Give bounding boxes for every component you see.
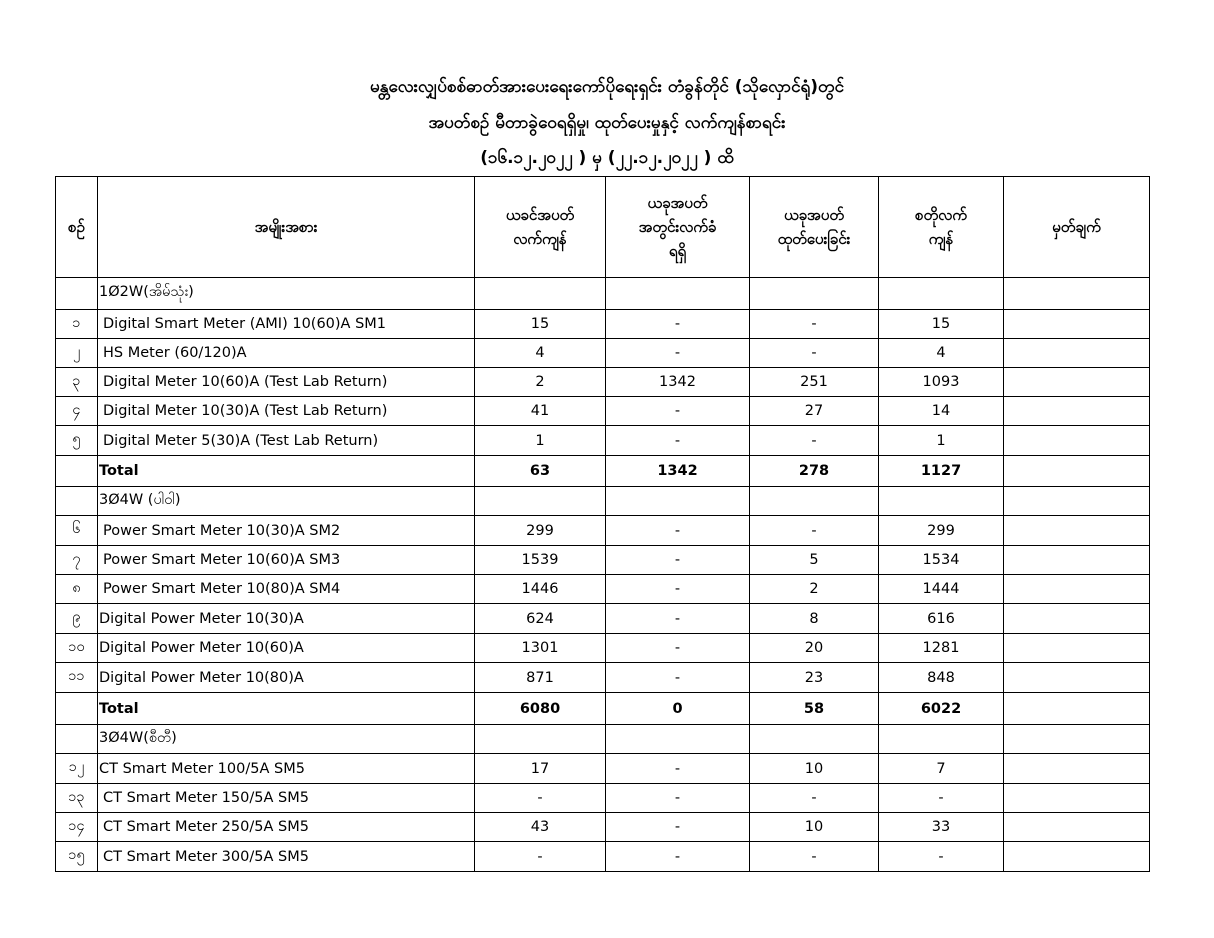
remark-cell	[1004, 575, 1150, 604]
table-row	[56, 516, 1150, 546]
empty-cell	[750, 725, 879, 754]
empty-cell	[475, 725, 606, 754]
prev-balance: 41	[475, 397, 606, 426]
empty-cell	[475, 278, 606, 310]
meter-stock-table	[55, 176, 1150, 872]
header-store-balance: စတိုလက် ကျန်	[879, 177, 1004, 278]
table-row	[56, 754, 1150, 784]
prev-balance: 17	[475, 754, 606, 784]
row-no	[56, 487, 98, 516]
header-no: စဉ်	[56, 177, 98, 278]
store-balance: 299	[879, 516, 1004, 546]
header-issued: ယခုအပတ် ထုတ်ပေးခြင်း	[750, 177, 879, 278]
table-row	[56, 784, 1150, 813]
total-row	[56, 693, 1150, 725]
received-qty: -	[606, 426, 750, 456]
store-balance: 1	[879, 426, 1004, 456]
received-qty: -	[606, 339, 750, 368]
empty-cell	[606, 725, 750, 754]
header-type: အမျိုးအစား	[98, 177, 475, 278]
prev-balance: -	[475, 842, 606, 872]
prev-balance: 15	[475, 310, 606, 339]
section-label: 3Ø4W (ပါဝါ)	[98, 487, 475, 516]
total-label: Total	[98, 456, 475, 487]
meter-type: CT Smart Meter 150/5A SM5	[98, 784, 475, 813]
issued-qty: -	[750, 516, 879, 546]
row-no: ၁၅	[56, 842, 98, 872]
row-no	[56, 693, 98, 725]
prev-balance: 871	[475, 663, 606, 693]
store-balance: -	[879, 784, 1004, 813]
empty-cell	[750, 487, 879, 516]
row-no: ၁၄	[56, 813, 98, 842]
prev-balance: 1446	[475, 575, 606, 604]
store-balance: 616	[879, 604, 1004, 634]
row-no: ၁၃	[56, 784, 98, 813]
store-balance: 7	[879, 754, 1004, 784]
table-row	[56, 546, 1150, 575]
prev-balance: 2	[475, 368, 606, 397]
empty-cell	[879, 487, 1004, 516]
report-date-range: (၁၆.၁၂.၂၀၂၂ ) မှ (၂၂.၁၂.၂၀၂၂ ) ထိ	[480, 148, 734, 168]
remark-cell	[1004, 516, 1150, 546]
table-row	[56, 575, 1150, 604]
meter-type: Power Smart Meter 10(80)A SM4	[98, 575, 475, 604]
remark-cell	[1004, 754, 1150, 784]
received-qty: -	[606, 575, 750, 604]
received-qty: -	[606, 604, 750, 634]
meter-type: Digital Meter 10(30)A (Test Lab Return)	[98, 397, 475, 426]
remark-cell	[1004, 368, 1150, 397]
issued-qty: -	[750, 784, 879, 813]
row-no: ၁၀	[56, 634, 98, 663]
remark-cell	[1004, 663, 1150, 693]
remark-cell	[1004, 813, 1150, 842]
header-remark: မှတ်ချက်	[1004, 177, 1150, 278]
store-balance: 848	[879, 663, 1004, 693]
header-prev-balance: ယခင်အပတ် လက်ကျန်	[475, 177, 606, 278]
meter-type: CT Smart Meter 250/5A SM5	[98, 813, 475, 842]
table-row	[56, 842, 1150, 872]
prev-balance: 4	[475, 339, 606, 368]
total-balance: 1127	[879, 456, 1004, 487]
row-no: ၅	[56, 426, 98, 456]
section-label: 1Ø2W(အိမ်သုံး)	[98, 278, 475, 310]
report-title: မန္တလေးလျှပ်စစ်ဓာတ်အားပေးရေးကော်ပိုရေးရှင်း တံခွန်တိုင် (သိုလှောင်ရုံ)တွင်	[369, 77, 845, 97]
issued-qty: -	[750, 310, 879, 339]
empty-cell	[750, 278, 879, 310]
received-qty: -	[606, 634, 750, 663]
empty-cell	[475, 487, 606, 516]
store-balance: 33	[879, 813, 1004, 842]
row-no: ၆	[56, 516, 98, 546]
table-row	[56, 604, 1150, 634]
empty-cell	[879, 278, 1004, 310]
total-row	[56, 456, 1150, 487]
prev-balance: -	[475, 784, 606, 813]
row-no: ၂	[56, 339, 98, 368]
store-balance: 1534	[879, 546, 1004, 575]
total-received: 0	[606, 693, 750, 725]
empty-cell	[1004, 278, 1150, 310]
row-no: ၉	[56, 604, 98, 634]
remark-cell	[1004, 426, 1150, 456]
total-issued: 58	[750, 693, 879, 725]
table-row	[56, 663, 1150, 693]
remark-cell	[1004, 842, 1150, 872]
empty-cell	[879, 725, 1004, 754]
issued-qty: -	[750, 339, 879, 368]
empty-cell	[1004, 487, 1150, 516]
row-no: ၄	[56, 397, 98, 426]
issued-qty: 251	[750, 368, 879, 397]
received-qty: -	[606, 516, 750, 546]
meter-type: Power Smart Meter 10(60)A SM3	[98, 546, 475, 575]
meter-type: Digital Smart Meter (AMI) 10(60)A SM1	[98, 310, 475, 339]
remark-cell	[1004, 604, 1150, 634]
issued-qty: 5	[750, 546, 879, 575]
total-label: Total	[98, 693, 475, 725]
received-qty: -	[606, 813, 750, 842]
received-qty: -	[606, 397, 750, 426]
table-row	[56, 310, 1150, 339]
store-balance: 14	[879, 397, 1004, 426]
meter-type: Digital Power Meter 10(80)A	[98, 663, 475, 693]
store-balance: -	[879, 842, 1004, 872]
table-row	[56, 813, 1150, 842]
received-qty: -	[606, 754, 750, 784]
prev-balance: 1301	[475, 634, 606, 663]
issued-qty: 20	[750, 634, 879, 663]
prev-balance: 1	[475, 426, 606, 456]
prev-balance: 43	[475, 813, 606, 842]
remark-cell	[1004, 546, 1150, 575]
total-balance: 6022	[879, 693, 1004, 725]
received-qty: 1342	[606, 368, 750, 397]
issued-qty: -	[750, 842, 879, 872]
row-no: ၇	[56, 546, 98, 575]
remark-cell	[1004, 634, 1150, 663]
total-prev: 63	[475, 456, 606, 487]
meter-type: Digital Power Meter 10(30)A	[98, 604, 475, 634]
empty-cell	[606, 278, 750, 310]
meter-type: HS Meter (60/120)A	[98, 339, 475, 368]
issued-qty: 8	[750, 604, 879, 634]
table-row	[56, 426, 1150, 456]
received-qty: -	[606, 842, 750, 872]
meter-type: Digital Power Meter 10(60)A	[98, 634, 475, 663]
section-row	[56, 278, 1150, 310]
table-row	[56, 368, 1150, 397]
total-received: 1342	[606, 456, 750, 487]
report-subtitle: အပတ်စဉ် မီတာခွဲဝေရရှိမှု၊ ထုတ်ပေးမှုနှင့် လက်ကျန်စာရင်း	[428, 113, 786, 133]
section-row	[56, 725, 1150, 754]
remark-cell	[1004, 310, 1150, 339]
meter-type: Digital Meter 5(30)A (Test Lab Return)	[98, 426, 475, 456]
row-no	[56, 278, 98, 310]
row-no	[56, 456, 98, 487]
row-no: ၁၁	[56, 663, 98, 693]
row-no	[56, 725, 98, 754]
store-balance: 1281	[879, 634, 1004, 663]
store-balance: 15	[879, 310, 1004, 339]
meter-type: CT Smart Meter 300/5A SM5	[98, 842, 475, 872]
remark-cell	[1004, 339, 1150, 368]
prev-balance: 624	[475, 604, 606, 634]
remark-cell	[1004, 456, 1150, 487]
remark-cell	[1004, 397, 1150, 426]
header-row	[56, 177, 1150, 278]
store-balance: 1093	[879, 368, 1004, 397]
total-issued: 278	[750, 456, 879, 487]
remark-cell	[1004, 784, 1150, 813]
row-no: ၈	[56, 575, 98, 604]
row-no: ၃	[56, 368, 98, 397]
received-qty: -	[606, 546, 750, 575]
row-no: ၁၂	[56, 754, 98, 784]
received-qty: -	[606, 663, 750, 693]
issued-qty: 10	[750, 754, 879, 784]
received-qty: -	[606, 784, 750, 813]
header-received: ယခုအပတ် အတွင်းလက်ခံ ရရှိ	[606, 177, 750, 278]
received-qty: -	[606, 310, 750, 339]
prev-balance: 299	[475, 516, 606, 546]
remark-cell	[1004, 693, 1150, 725]
table-row	[56, 397, 1150, 426]
section-label: 3Ø4W(စီတီ)	[98, 725, 475, 754]
store-balance: 1444	[879, 575, 1004, 604]
meter-type: Digital Meter 10(60)A (Test Lab Return)	[98, 368, 475, 397]
issued-qty: 23	[750, 663, 879, 693]
store-balance: 4	[879, 339, 1004, 368]
meter-type: Power Smart Meter 10(30)A SM2	[98, 516, 475, 546]
issued-qty: 2	[750, 575, 879, 604]
issued-qty: 27	[750, 397, 879, 426]
issued-qty: -	[750, 426, 879, 456]
prev-balance: 1539	[475, 546, 606, 575]
empty-cell	[606, 487, 750, 516]
table-row	[56, 339, 1150, 368]
issued-qty: 10	[750, 813, 879, 842]
row-no: ၁	[56, 310, 98, 339]
total-prev: 6080	[475, 693, 606, 725]
meter-type: CT Smart Meter 100/5A SM5	[98, 754, 475, 784]
section-row	[56, 487, 1150, 516]
table-row	[56, 634, 1150, 663]
empty-cell	[1004, 725, 1150, 754]
